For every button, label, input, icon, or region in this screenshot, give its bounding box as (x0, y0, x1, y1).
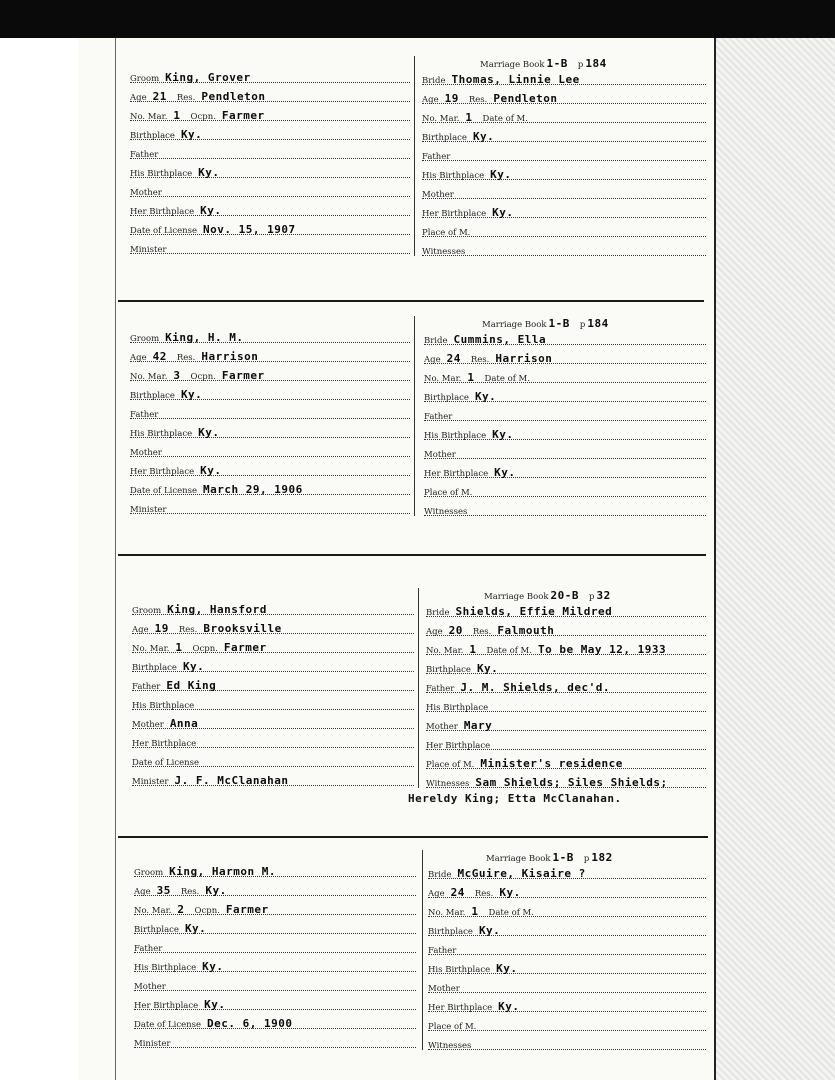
bride-father-label: Father (422, 152, 451, 162)
groom-birthplace-value: Ky. (182, 660, 205, 673)
bride-residence-value: Ky. (499, 886, 521, 899)
page-label: p (577, 60, 584, 70)
groom-residence-label: Res. (176, 353, 196, 363)
groom-age-value: 35 (156, 884, 171, 897)
bride-number-of-marriages-label: No. Mar. (426, 646, 464, 656)
bride-father-label: Father (426, 684, 455, 694)
bride-number-of-marriages-value: 1 (467, 371, 475, 384)
groom-birthplace-label: Birthplace (130, 131, 175, 141)
date-of-license-value: March 29, 1906 (203, 483, 303, 496)
marriage-book-value: 1-B (548, 317, 570, 330)
bride-father-value: J. M. Shields, dec'd. (460, 681, 610, 694)
groom-residence-label: Res. (176, 93, 196, 103)
bride-field-row (424, 461, 706, 478)
groom-field-row (130, 199, 410, 216)
bride-birthplace-value: Ky. (476, 662, 499, 675)
groom-field-row (132, 674, 414, 691)
bride-field-row (422, 239, 706, 256)
bride-field-row (426, 733, 706, 750)
date-of-license-label: Date of License (130, 486, 198, 496)
date-of-marriage-label: Date of M. (488, 908, 534, 918)
groom-field-row (130, 326, 410, 343)
groom-father-label: Father (132, 682, 161, 692)
groom-occupation-value: Farmer (223, 641, 267, 654)
scan-top-border (0, 0, 835, 38)
groom-mother-birthplace-label: Her Birthplace (132, 739, 197, 749)
groom-father-birthplace-label: His Birthplace (134, 963, 197, 973)
bride-field-row (424, 404, 706, 421)
bride-number-of-marriages-value: 1 (469, 643, 477, 656)
page-value: 184 (587, 317, 609, 330)
witnesses-continued: Hereldy King; Etta McClanahan. (408, 792, 622, 805)
groom-father-birthplace-value: Ky. (198, 166, 220, 179)
bride-age-label: Age (422, 95, 439, 105)
date-of-license-label: Date of License (134, 1020, 202, 1030)
groom-residence-value: Brooksville (203, 622, 282, 635)
bride-name-label: Bride (424, 336, 448, 346)
groom-name-label: Groom (130, 74, 160, 84)
groom-birthplace-label: Birthplace (130, 391, 175, 401)
groom-field-row (130, 104, 410, 121)
bride-age-label: Age (428, 889, 445, 899)
groom-number-of-marriages-label: No. Mar. (132, 644, 170, 654)
bride-mother-label: Mother (428, 984, 460, 994)
bride-name-value: Thomas, Linnie Lee (451, 73, 580, 86)
bride-mother-birthplace-label: Her Birthplace (426, 741, 491, 751)
bride-field-row (422, 163, 706, 180)
groom-birthplace-value: Ky. (184, 922, 207, 935)
bride-age-value: 19 (444, 92, 459, 105)
page-value: 182 (591, 851, 613, 864)
bride-field-row (422, 220, 706, 237)
groom-name-value: King, Hansford (167, 603, 267, 616)
witnesses-label: Witnesses (422, 247, 466, 257)
groom-field-row (132, 617, 414, 634)
groom-father-label: Father (130, 150, 159, 160)
bride-mother-value: Mary (463, 719, 493, 732)
groom-name-label: Groom (134, 868, 164, 878)
place-of-marriage-label: Place of M. (424, 488, 473, 498)
groom-field-row (134, 917, 416, 934)
bride-mother-label: Mother (424, 450, 456, 460)
bride-name-label: Bride (422, 76, 446, 86)
groom-field-row (132, 636, 414, 653)
bride-birthplace-label: Birthplace (428, 927, 473, 937)
bride-mother-birthplace-value: Ky. (492, 206, 514, 219)
bride-age-label: Age (424, 355, 441, 365)
bride-name-value: Cummins, Ella (453, 333, 547, 346)
groom-field-row (130, 497, 410, 514)
groom-number-of-marriages-value: 3 (173, 369, 181, 382)
groom-age-value: 19 (154, 622, 169, 635)
bride-age-value: 24 (446, 352, 461, 365)
groom-field-row (134, 1031, 416, 1048)
groom-father-value: Ed King (166, 679, 217, 692)
groom-birthplace-value: Ky. (180, 128, 203, 141)
groom-mother-value: Anna (169, 717, 199, 730)
witnesses-label: Witnesses (428, 1041, 472, 1051)
bride-name-label: Bride (426, 608, 450, 618)
bride-father-birthplace-label: His Birthplace (422, 171, 485, 181)
groom-residence-value: Harrison (201, 350, 259, 363)
bride-field-row (424, 347, 706, 364)
groom-field-row (130, 402, 410, 419)
groom-field-row (134, 955, 416, 972)
groom-mother-label: Mother (130, 448, 162, 458)
bride-field-row (422, 125, 706, 142)
bride-residence-label: Res. (470, 355, 490, 365)
bride-mother-birthplace-label: Her Birthplace (424, 469, 489, 479)
groom-occupation-label: Ocpn. (192, 644, 218, 654)
bride-mother-label: Mother (426, 722, 458, 732)
bride-age-value: 24 (450, 886, 465, 899)
scan-right-margin (716, 38, 835, 1080)
groom-field-row (134, 860, 416, 877)
groom-birthplace-label: Birthplace (134, 925, 179, 935)
bride-field-row (428, 1033, 706, 1050)
bride-field-row (422, 201, 706, 218)
groom-mother-birthplace-value: Ky. (200, 204, 222, 217)
marriage-book-ref (482, 312, 609, 328)
minister-label: Minister (130, 245, 167, 255)
bride-field-row (426, 600, 706, 617)
margin-rule (115, 38, 116, 1080)
bride-field-row (428, 995, 706, 1012)
witnesses-label: Witnesses (424, 507, 468, 517)
page-label: p (583, 854, 590, 864)
bride-mother-label: Mother (422, 190, 454, 200)
bride-field-row (422, 144, 706, 161)
groom-field-row (130, 123, 410, 140)
groom-field-row (132, 598, 414, 615)
groom-field-row (134, 936, 416, 953)
bride-number-of-marriages-label: No. Mar. (422, 114, 460, 124)
bride-field-row (428, 976, 706, 993)
groom-father-birthplace-value: Ky. (202, 960, 224, 973)
groom-field-row (130, 383, 410, 400)
bride-father-birthplace-value: Ky. (492, 428, 514, 441)
bride-residence-label: Res. (474, 889, 494, 899)
bride-name-value: Shields, Effie Mildred (455, 605, 613, 618)
bride-field-row (426, 695, 706, 712)
bride-number-of-marriages-label: No. Mar. (428, 908, 466, 918)
bride-father-birthplace-value: Ky. (496, 962, 518, 975)
date-of-marriage-label: Date of M. (484, 374, 530, 384)
bride-father-birthplace-label: His Birthplace (428, 965, 491, 975)
bride-field-row (426, 619, 706, 636)
bride-field-row (422, 68, 706, 85)
groom-age-label: Age (130, 93, 147, 103)
groom-field-row (130, 85, 410, 102)
groom-mother-birthplace-value: Ky. (204, 998, 226, 1011)
groom-field-row (130, 459, 410, 476)
groom-age-value: 21 (152, 90, 167, 103)
date-of-license-value: Dec. 6, 1900 (207, 1017, 293, 1030)
groom-occupation-value: Farmer (225, 903, 269, 916)
bride-residence-value: Pendleton (493, 92, 558, 105)
groom-father-birthplace-label: His Birthplace (132, 701, 195, 711)
witnesses-value: Sam Shields; Siles Shields; (475, 776, 668, 789)
groom-birthplace-value: Ky. (180, 388, 203, 401)
groom-occupation-value: Farmer (221, 109, 265, 122)
groom-field-row (134, 898, 416, 915)
groom-field-row (132, 712, 414, 729)
marriage-book-ref (484, 584, 611, 600)
groom-number-of-marriages-value: 2 (177, 903, 185, 916)
groom-field-row (134, 879, 416, 896)
groom-number-of-marriages-label: No. Mar. (134, 906, 172, 916)
bride-number-of-marriages-value: 1 (465, 111, 473, 124)
record-separator (118, 554, 706, 556)
groom-age-value: 42 (152, 350, 167, 363)
groom-field-row (130, 142, 410, 159)
column-divider (414, 316, 415, 516)
minister-label: Minister (132, 777, 169, 787)
groom-field-row (130, 364, 410, 381)
groom-number-of-marriages-label: No. Mar. (130, 112, 168, 122)
groom-name-value: King, Harmon M. (169, 865, 276, 878)
bride-field-row (428, 957, 706, 974)
place-of-marriage-label: Place of M. (428, 1022, 477, 1032)
bride-birthplace-value: Ky. (474, 390, 497, 403)
groom-field-row (130, 345, 410, 362)
bride-field-row (424, 480, 706, 497)
groom-residence-label: Res. (180, 887, 200, 897)
bride-father-label: Father (428, 946, 457, 956)
marriage-book-label: Marriage Book (486, 854, 551, 864)
minister-label: Minister (130, 505, 167, 515)
groom-field-row (132, 693, 414, 710)
marriage-book-value: 1-B (552, 851, 574, 864)
bride-residence-value: Falmouth (497, 624, 555, 637)
groom-field-row (132, 731, 414, 748)
groom-field-row (130, 66, 410, 83)
date-of-marriage-value: To be May 12, 1933 (537, 643, 667, 656)
bride-field-row (424, 499, 706, 516)
groom-father-birthplace-label: His Birthplace (130, 429, 193, 439)
bride-residence-value: Harrison (495, 352, 553, 365)
bride-residence-label: Res. (468, 95, 488, 105)
groom-occupation-value: Farmer (221, 369, 265, 382)
bride-field-row (424, 328, 706, 345)
column-divider (414, 56, 415, 256)
groom-number-of-marriages-value: 1 (175, 641, 183, 654)
bride-field-row (426, 771, 706, 788)
bride-field-row (428, 938, 706, 955)
bride-birthplace-value: Ky. (472, 130, 495, 143)
date-of-marriage-label: Date of M. (486, 646, 532, 656)
bride-age-label: Age (426, 627, 443, 637)
bride-field-row (428, 1014, 706, 1031)
date-of-license-value: Nov. 15, 1907 (203, 223, 296, 236)
marriage-book-label: Marriage Book (482, 320, 547, 330)
bride-birthplace-label: Birthplace (422, 133, 467, 143)
marriage-book-value: 20-B (550, 589, 579, 602)
minister-label: Minister (134, 1039, 171, 1049)
groom-age-label: Age (132, 625, 149, 635)
groom-field-row (134, 974, 416, 991)
groom-mother-birthplace-label: Her Birthplace (134, 1001, 199, 1011)
place-of-marriage-label: Place of M. (422, 228, 471, 238)
groom-mother-birthplace-value: Ky. (200, 464, 222, 477)
groom-residence-value: Pendleton (201, 90, 266, 103)
groom-mother-label: Mother (134, 982, 166, 992)
bride-field-row (426, 752, 706, 769)
witnesses-label: Witnesses (426, 779, 470, 789)
groom-number-of-marriages-label: No. Mar. (130, 372, 168, 382)
bride-number-of-marriages-value: 1 (471, 905, 479, 918)
groom-residence-value: Ky. (205, 884, 227, 897)
groom-number-of-marriages-value: 1 (173, 109, 181, 122)
groom-age-label: Age (130, 353, 147, 363)
place-of-marriage-label: Place of M. (426, 760, 475, 770)
bride-mother-birthplace-value: Ky. (494, 466, 516, 479)
bride-field-row (424, 423, 706, 440)
bride-birthplace-value: Ky. (478, 924, 501, 937)
bride-father-birthplace-label: His Birthplace (426, 703, 489, 713)
groom-father-label: Father (134, 944, 163, 954)
groom-field-row (130, 478, 410, 495)
groom-occupation-label: Ocpn. (190, 112, 216, 122)
groom-field-row (130, 237, 410, 254)
groom-mother-label: Mother (130, 188, 162, 198)
groom-age-label: Age (134, 887, 151, 897)
groom-field-row (132, 769, 414, 786)
column-divider (418, 588, 419, 788)
page-value: 32 (596, 589, 611, 602)
scan-left-margin (0, 38, 78, 1080)
bride-number-of-marriages-label: No. Mar. (424, 374, 462, 384)
column-divider (422, 850, 423, 1050)
bride-field-row (426, 638, 706, 655)
bride-mother-birthplace-label: Her Birthplace (428, 1003, 493, 1013)
bride-mother-birthplace-label: Her Birthplace (422, 209, 487, 219)
bride-mother-birthplace-value: Ky. (498, 1000, 520, 1013)
bride-field-row (422, 87, 706, 104)
bride-field-row (426, 676, 706, 693)
marriage-book-ref (480, 52, 607, 68)
groom-name-label: Groom (130, 334, 160, 344)
groom-mother-birthplace-label: Her Birthplace (130, 467, 195, 477)
bride-name-value: McGuire, Kisaire ? (457, 867, 586, 880)
groom-name-value: King, Grover (165, 71, 251, 84)
bride-field-row (428, 862, 706, 879)
groom-mother-label: Mother (132, 720, 164, 730)
date-of-marriage-label: Date of M. (482, 114, 528, 124)
groom-father-birthplace-value: Ky. (198, 426, 220, 439)
groom-mother-birthplace-label: Her Birthplace (130, 207, 195, 217)
bride-birthplace-label: Birthplace (424, 393, 469, 403)
groom-occupation-label: Ocpn. (194, 906, 220, 916)
groom-field-row (132, 655, 414, 672)
record-separator (118, 836, 708, 838)
page-label: p (589, 592, 595, 602)
record-separator (118, 300, 704, 302)
minister-value: J. F. McClanahan (174, 774, 289, 787)
marriage-book-label: Marriage Book (484, 592, 549, 602)
groom-field-row (130, 161, 410, 178)
bride-field-row (422, 106, 706, 123)
groom-name-value: King, H. M. (165, 331, 244, 344)
groom-father-birthplace-label: His Birthplace (130, 169, 193, 179)
bride-field-row (424, 385, 706, 402)
groom-field-row (130, 180, 410, 197)
bride-field-row (426, 714, 706, 731)
groom-name-label: Groom (132, 606, 162, 616)
page-label: p (579, 320, 586, 330)
date-of-license-label: Date of License (132, 758, 200, 768)
groom-field-row (130, 421, 410, 438)
bride-father-label: Father (424, 412, 453, 422)
bride-birthplace-label: Birthplace (426, 665, 471, 675)
groom-field-row (130, 440, 410, 457)
groom-birthplace-label: Birthplace (132, 663, 177, 673)
bride-field-row (424, 366, 706, 383)
groom-field-row (134, 993, 416, 1010)
bride-father-birthplace-value: Ky. (490, 168, 512, 181)
bride-residence-label: Res. (472, 627, 492, 637)
page-value: 184 (585, 57, 607, 70)
groom-residence-label: Res. (178, 625, 198, 635)
marriage-book-ref (486, 846, 613, 862)
bride-field-row (424, 442, 706, 459)
bride-age-value: 20 (448, 624, 463, 637)
groom-field-row (130, 218, 410, 235)
groom-field-row (132, 750, 414, 767)
marriage-book-value: 1-B (546, 57, 568, 70)
bride-name-label: Bride (428, 870, 452, 880)
groom-occupation-label: Ocpn. (190, 372, 216, 382)
bride-field-row (428, 900, 706, 917)
date-of-license-label: Date of License (130, 226, 198, 236)
marriage-book-label: Marriage Book (480, 60, 545, 70)
bride-field-row (422, 182, 706, 199)
place-of-marriage-value: Minister's residence (480, 757, 623, 770)
bride-field-row (428, 881, 706, 898)
bride-field-row (426, 657, 706, 674)
groom-father-label: Father (130, 410, 159, 420)
groom-field-row (134, 1012, 416, 1029)
bride-field-row (428, 919, 706, 936)
bride-father-birthplace-label: His Birthplace (424, 431, 487, 441)
